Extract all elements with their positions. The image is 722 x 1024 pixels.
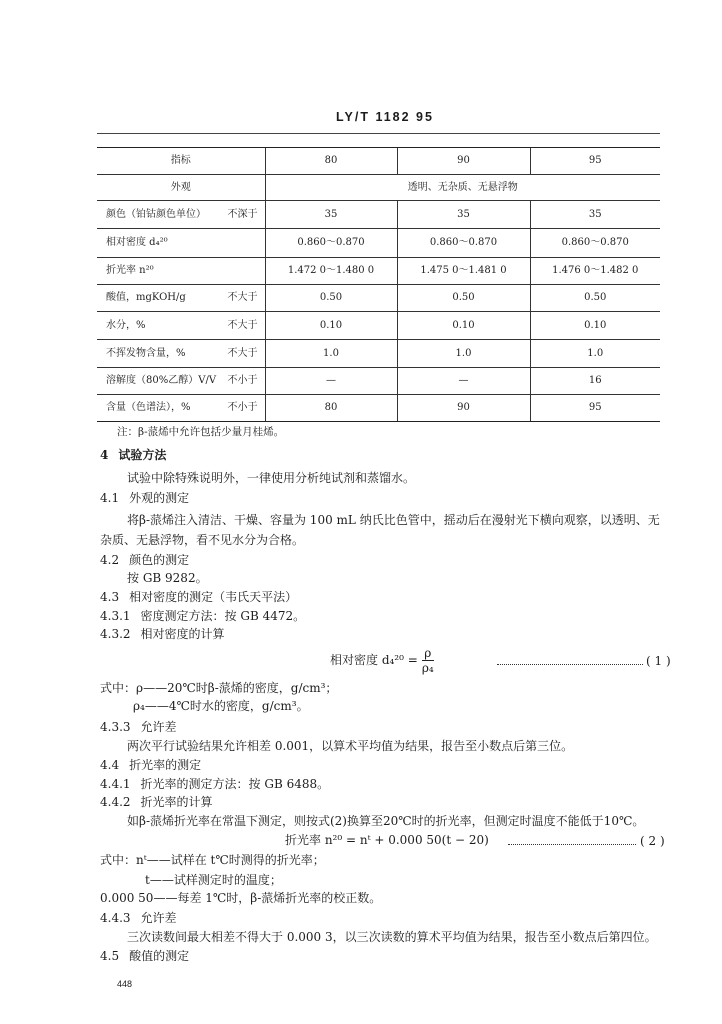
table-cell: 90 xyxy=(397,395,530,422)
clause-number: 4.4.2 xyxy=(100,795,131,809)
clause-title: 折光率的计算 xyxy=(140,795,213,809)
variable-definition xyxy=(100,681,337,695)
clause-number: 4.4.1 xyxy=(100,777,131,791)
table-cell: 1.475 0～1.481 0 xyxy=(397,258,530,285)
subsection-title: 外观的测定 xyxy=(129,491,190,505)
clause-title: 允许差 xyxy=(140,911,177,925)
variable-description: ——4℃时水的密度，g/cm³。 xyxy=(144,699,309,713)
table-cell: 1.0 xyxy=(530,340,660,368)
subsection-heading xyxy=(100,758,201,772)
subsection-number: 4.3 xyxy=(100,590,120,604)
table-row xyxy=(97,229,660,258)
variable-symbol: t xyxy=(145,873,150,887)
subsection-number: 4.5 xyxy=(100,949,120,963)
table-cell: 1.0 xyxy=(265,340,397,368)
table-cell: 1.472 0～1.480 0 xyxy=(265,258,397,285)
table-row xyxy=(97,201,660,229)
grade-80-header: 80 xyxy=(265,148,397,175)
clause xyxy=(100,720,177,734)
clause-text: 密度测定方法：按 GB 4472。 xyxy=(140,609,306,623)
row-qualifier: 不大于 xyxy=(227,319,258,331)
fraction-denominator: ρ₄ xyxy=(421,661,434,675)
row-label: 折光率 n²⁰ xyxy=(106,265,154,276)
subsection-title: 折光率的测定 xyxy=(129,758,202,772)
subsection-title: 酸值的测定 xyxy=(129,949,190,963)
row-label: 不挥发物含量，% xyxy=(106,347,186,359)
section-heading xyxy=(100,448,166,462)
table-row xyxy=(97,395,660,422)
row-label: 酸值，mgKOH/g xyxy=(106,292,186,303)
table-cell: 0.860～0.870 xyxy=(265,229,397,258)
table-row xyxy=(97,368,660,395)
clause xyxy=(100,795,213,809)
row-qualifier: 不小于 xyxy=(227,375,258,386)
row-label: 外观 xyxy=(97,175,265,201)
clause-number: 4.3.2 xyxy=(100,627,131,641)
table-row-appearance xyxy=(97,175,660,201)
density-formula xyxy=(330,647,434,674)
subsection-number: 4.2 xyxy=(100,553,120,567)
table-cell: 0.860～0.870 xyxy=(397,229,530,258)
table-header-row xyxy=(97,148,660,175)
clause-number: 4.3.3 xyxy=(100,720,131,734)
table-row xyxy=(97,312,660,340)
standard-code: LY/T 1182 95 xyxy=(336,110,434,124)
subsection-number: 4.1 xyxy=(100,491,120,505)
clause xyxy=(100,627,225,641)
variable-definition xyxy=(133,699,309,713)
table-cell: 35 xyxy=(265,201,397,229)
row-label: 溶解度（80%乙醇）V/V xyxy=(106,375,217,386)
row-qualifier: 不小于 xyxy=(227,402,258,413)
row-qualifier: 不大于 xyxy=(227,292,258,303)
table-cell: 0.50 xyxy=(397,285,530,312)
variable-definition xyxy=(100,891,381,905)
header-rule xyxy=(97,133,660,134)
row-label: 含量（色谱法），% xyxy=(106,402,191,413)
clause xyxy=(100,777,329,791)
spec-table xyxy=(97,147,660,422)
grade-90-header: 90 xyxy=(397,148,530,175)
variable-definition xyxy=(145,873,282,887)
table-header-label: 指标 xyxy=(97,148,265,175)
table-cell: 35 xyxy=(397,201,530,229)
clause-text: 折光率的测定方法：按 GB 6488。 xyxy=(140,777,330,791)
row-label: 相对密度 d₄²⁰ xyxy=(106,237,168,248)
table-note: 注：β-蒎烯中允许包括少量月桂烯。 xyxy=(117,426,285,438)
variable-symbol: nᵗ xyxy=(136,853,147,867)
variable-description: ——试样测定时的温度； xyxy=(149,873,282,887)
section-title: 试验方法 xyxy=(118,448,167,462)
variable-definition xyxy=(100,853,325,867)
dot-leader xyxy=(497,664,643,665)
grade-95-header: 95 xyxy=(530,148,660,175)
variable-symbol: ρ xyxy=(136,681,144,695)
paragraph-line: 三次读数间最大相差不得大于 0.000 3，以三次读数的算术平均值为结果，报告至小数点后第四位。 xyxy=(127,930,657,944)
table-cell: — xyxy=(265,368,397,395)
dot-leader xyxy=(508,844,636,845)
variable-description: ——20℃时β-蒎烯的密度，g/cm³； xyxy=(143,681,338,695)
paragraph-line: 按 GB 9282。 xyxy=(127,571,208,585)
paragraph-line: 如β-蒎烯折光率在常温下测定，则按式(2)换算至20℃时的折光率，但测定时温度不能低于10℃。 xyxy=(127,814,645,828)
refraction-formula: 折光率 n²⁰ = nᵗ + 0.000 50(t − 20) xyxy=(285,833,489,847)
variable-symbol: ρ₄ xyxy=(133,699,145,713)
clause xyxy=(100,911,177,925)
table-cell: 0.10 xyxy=(265,312,397,340)
subsection-number: 4.4 xyxy=(100,758,120,772)
table-cell: 0.50 xyxy=(530,285,660,312)
table-cell: — xyxy=(397,368,530,395)
equation-number: ( 2 ) xyxy=(640,834,665,848)
table-cell: 0.860～0.870 xyxy=(530,229,660,258)
fraction-numerator: ρ xyxy=(422,647,434,661)
row-qualifier: 不深于 xyxy=(227,208,258,220)
subsection-heading xyxy=(100,949,189,963)
formula-fraction xyxy=(422,647,434,674)
paragraph-line: 杂质、无悬浮物，看不见水分为合格。 xyxy=(100,533,305,547)
subsection-title: 颜色的测定 xyxy=(129,553,190,567)
table-row xyxy=(97,340,660,368)
paragraph-line: 两次平行试验结果允许相差 0.001，以算术平均值为结果，报告至小数点后第三位。 xyxy=(127,739,574,753)
section-number: 4 xyxy=(100,448,109,462)
appearance-value: 透明、无杂质、无悬浮物 xyxy=(265,175,660,201)
subsection-title: 相对密度的测定（韦氏天平法） xyxy=(129,590,298,604)
where-label: 式中： xyxy=(100,681,137,695)
page-number: 448 xyxy=(117,979,133,989)
variable-symbol: 0.000 50 xyxy=(100,891,154,905)
subsection-heading xyxy=(100,590,297,604)
clause xyxy=(100,609,305,623)
clause-number: 4.4.3 xyxy=(100,911,131,925)
equation-number: ( 1 ) xyxy=(646,654,671,668)
paragraph-line: 将β-蒎烯注入清洁、干燥、容量为 100 mL 纳氏比色管中，摇动后在漫射光下横向观察，以透明、无 xyxy=(127,513,660,527)
table-cell: 16 xyxy=(530,368,660,395)
variable-description: ——试样在 t℃时测得的折光率； xyxy=(146,853,325,867)
table-cell: 1.476 0～1.482 0 xyxy=(530,258,660,285)
table-cell: 80 xyxy=(265,395,397,422)
clause-number: 4.3.1 xyxy=(100,609,131,623)
table-cell: 0.50 xyxy=(265,285,397,312)
variable-description: ——每差 1℃时，β-蒎烯折光率的校正数。 xyxy=(153,891,382,905)
table-cell: 0.10 xyxy=(397,312,530,340)
formula-lhs: 相对密度 d₄²⁰ = xyxy=(330,653,418,667)
row-label: 颜色（铂钴颜色单位） xyxy=(106,208,206,220)
row-label: 水分，% xyxy=(106,319,146,331)
clause-title: 相对密度的计算 xyxy=(140,627,225,641)
row-qualifier: 不大于 xyxy=(227,347,258,359)
table-cell: 35 xyxy=(530,201,660,229)
subsection-heading xyxy=(100,553,189,567)
paragraph-line: 试验中除特殊说明外，一律使用分析纯试剂和蒸馏水。 xyxy=(127,471,416,485)
table-row xyxy=(97,258,660,285)
subsection-heading xyxy=(100,491,189,505)
table-cell: 95 xyxy=(530,395,660,422)
table-cell: 0.10 xyxy=(530,312,660,340)
clause-title: 允许差 xyxy=(140,720,177,734)
table-cell: 1.0 xyxy=(397,340,530,368)
where-label: 式中： xyxy=(100,853,137,867)
table-row xyxy=(97,285,660,312)
